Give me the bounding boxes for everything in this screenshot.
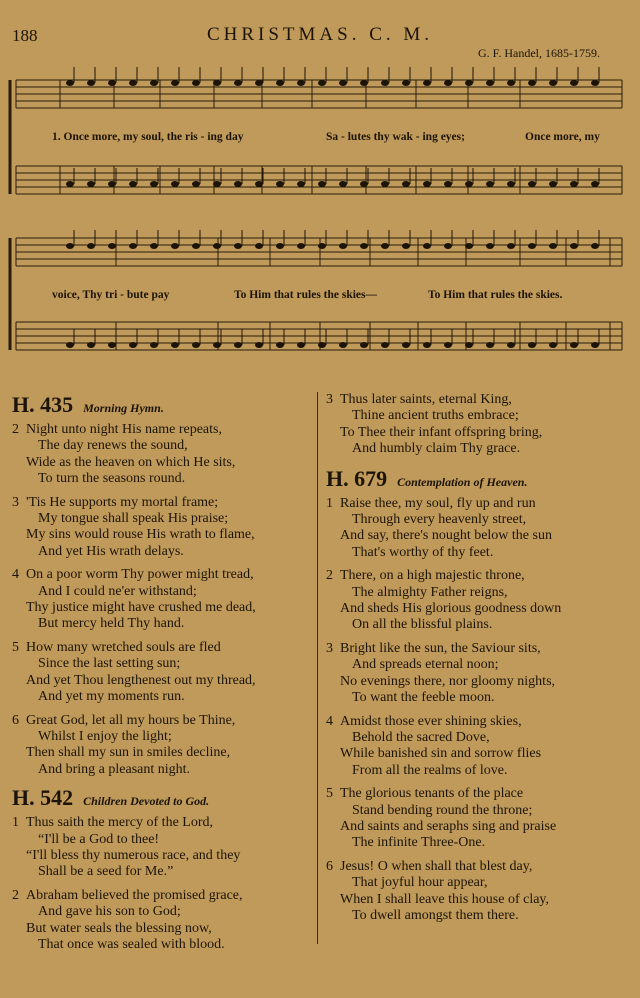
note-head [297, 243, 305, 249]
verse-number: 1 [326, 495, 333, 511]
note-head [129, 80, 137, 86]
note-head [444, 181, 452, 187]
note-head [444, 80, 452, 86]
verse-line: That's worthy of thy feet. [352, 544, 494, 560]
verse-line: Shall be a seed for Me.” [38, 864, 174, 880]
verse-line: Jesus! O when shall that blest day, [340, 858, 533, 874]
column-divider [317, 392, 318, 944]
note-head [213, 342, 221, 348]
verse-line: The day renews the sound, [38, 438, 188, 454]
note-head [528, 181, 536, 187]
verse-number: 1 [12, 815, 19, 831]
verse-line: Bright like the sun, the Saviour sits, [340, 640, 541, 656]
note-head [549, 243, 557, 249]
note-head [234, 342, 242, 348]
note-head [87, 243, 95, 249]
verse-number: 2 [326, 568, 333, 584]
verse-line: That once was sealed with blood. [38, 936, 225, 952]
note-head [360, 181, 368, 187]
verse-line: Abraham believed the promised grace, [26, 887, 243, 903]
verse [12, 567, 312, 633]
verse-number: 3 [326, 640, 333, 656]
verse [326, 496, 636, 562]
note-head [465, 243, 473, 249]
note-head [507, 342, 515, 348]
verse-line: To Thee their infant offspring bring, [340, 424, 543, 440]
note-head [108, 80, 116, 86]
note-head [549, 80, 557, 86]
left-column [12, 392, 312, 960]
verse-line: To turn the seasons round. [38, 471, 186, 487]
note-head [171, 342, 179, 348]
verse-line: And I could ne'er withstand; [38, 583, 197, 599]
verse-line: And yet my moments run. [38, 689, 185, 705]
verse-line: The almighty Father reigns, [352, 584, 508, 600]
note-head [276, 243, 284, 249]
verse-list [326, 496, 636, 925]
verse-line: No evenings there, nor gloomy nights, [340, 673, 556, 689]
verse-line: But mercy held Thy hand. [38, 616, 185, 632]
hymn-number: H. 435 [12, 392, 74, 417]
verse-number: 2 [12, 887, 19, 903]
verse-line: On a poor worm Thy power might tread, [26, 567, 254, 583]
note-head [318, 181, 326, 187]
note-head [108, 342, 116, 348]
verse-line: Thus later saints, eternal King, [340, 392, 512, 407]
note-head [570, 342, 578, 348]
verse-number: 6 [12, 712, 19, 728]
note-head [276, 342, 284, 348]
note-head [507, 181, 515, 187]
verse-line: The infinite Three-One. [352, 835, 486, 851]
note-head [87, 80, 95, 86]
verse-line: That joyful hour appear, [352, 875, 488, 891]
hymn-topic: Morning Hymn. [83, 401, 164, 415]
note-head [465, 80, 473, 86]
hymn-heading [12, 392, 312, 422]
note-head [108, 181, 116, 187]
verse-line: Through every heavenly street, [352, 512, 527, 528]
verse-line: Wide as the heaven on which He sits, [26, 454, 236, 470]
note-head [192, 80, 200, 86]
note-head [423, 80, 431, 86]
verse-line: And sheds His glorious goodness down [340, 601, 562, 617]
note-head [591, 243, 599, 249]
note-head [423, 243, 431, 249]
verse-line: 'Tis He supports my mortal frame; [26, 494, 219, 510]
note-head [255, 342, 263, 348]
lyric-line1-c: Once more, my [525, 131, 600, 143]
note-head [171, 181, 179, 187]
note-head [444, 342, 452, 348]
hymn-435 [12, 392, 312, 778]
note-head [150, 342, 158, 348]
verse-line: Then shall my sun in smiles decline, [26, 745, 231, 761]
note-head [507, 243, 515, 249]
note-head [192, 243, 200, 249]
note-head [486, 80, 494, 86]
note-head [465, 342, 473, 348]
verse-line: Night unto night His name repeats, [26, 422, 222, 437]
note-head [591, 342, 599, 348]
note-head [108, 243, 116, 249]
note-head [570, 80, 578, 86]
lyric-line2-c: To Him that rules the skies. [428, 289, 563, 301]
note-head [339, 80, 347, 86]
note-head [213, 243, 221, 249]
note-head [234, 243, 242, 249]
verse-line: My tongue shall speak His praise; [38, 511, 229, 527]
music-score [0, 60, 640, 365]
note-head [402, 243, 410, 249]
page-number: 188 [12, 26, 38, 45]
verse-number: 5 [12, 639, 19, 655]
note-head [129, 181, 137, 187]
hymn-542-continued [326, 392, 636, 458]
note-head [192, 342, 200, 348]
tune-title: CHRISTMAS. C. M. [206, 24, 434, 45]
lyric-line1-b: Sa - lutes thy wak - ing eyes; [326, 131, 465, 143]
note-head [297, 80, 305, 86]
verse-number: 4 [12, 567, 19, 583]
verse-line: And spreads eternal noon; [352, 657, 499, 673]
note-head [150, 243, 158, 249]
verse-line: And bring a pleasant night. [38, 761, 191, 777]
note-head [549, 342, 557, 348]
verse [12, 495, 312, 561]
note-head [297, 181, 305, 187]
verse-number: 6 [326, 858, 333, 874]
note-head [402, 342, 410, 348]
note-head [192, 181, 200, 187]
verse-line: From all the realms of love. [352, 762, 508, 778]
note-head [507, 80, 515, 86]
verse-line: Thus saith the mercy of the Lord, [26, 815, 214, 831]
verse-line: And yet His wrath delays. [38, 543, 184, 559]
verse-number: 4 [326, 713, 333, 729]
note-head [234, 80, 242, 86]
note-head [66, 80, 74, 86]
composer: G. F. Handel, 1685-1759. [477, 46, 600, 60]
verse-number: 2 [12, 422, 19, 437]
verse-line: But water seals the blessing now, [26, 920, 212, 936]
verse [12, 888, 312, 954]
note-head [213, 181, 221, 187]
right-column [326, 392, 636, 931]
note-head [381, 181, 389, 187]
verse-line: And humbly claim Thy grace. [352, 441, 521, 457]
note-head [381, 342, 389, 348]
verse-line: And yet Thou lengthenest out my thread, [26, 672, 256, 688]
note-head [486, 181, 494, 187]
verse [326, 786, 636, 852]
note-head [318, 80, 326, 86]
verse-line: To dwell amongst them there. [352, 907, 519, 923]
hymn-topic: Contemplation of Heaven. [397, 474, 528, 489]
verse-line: Great God, let all my hours be Thine, [26, 712, 236, 728]
verse [326, 392, 636, 458]
lyric-line1-a: 1. Once more, my soul, the ris - ing day [52, 131, 244, 143]
verse-line: Stand bending round the throne; [352, 802, 533, 818]
note-head [276, 181, 284, 187]
note-head [486, 342, 494, 348]
hymn-heading [326, 466, 636, 496]
verse [12, 815, 312, 881]
note-head [234, 181, 242, 187]
note-head [87, 181, 95, 187]
note-head [255, 181, 263, 187]
verse-line: How many wretched souls are fled [26, 639, 221, 655]
note-head [465, 181, 473, 187]
verse-list [326, 392, 636, 458]
verse [326, 568, 636, 634]
verse [326, 714, 636, 780]
verse-line: Amidst those ever shining skies, [340, 713, 522, 729]
hymn-topic: Children Devoted to God. [83, 794, 210, 809]
verse-line: Whilst I enjoy the light; [38, 728, 172, 744]
note-head [339, 342, 347, 348]
note-head [339, 181, 347, 187]
note-head [486, 243, 494, 249]
note-head [87, 342, 95, 348]
note-head [129, 342, 137, 348]
verse-list [12, 815, 312, 953]
note-head [360, 80, 368, 86]
note-head [570, 243, 578, 249]
note-head [276, 80, 284, 86]
verse-line: Thine ancient truths embrace; [352, 408, 519, 424]
note-head [150, 80, 158, 86]
verse-line: And saints and seraphs sing and praise [340, 818, 557, 834]
verse-line: And say, there's nought below the sun [340, 528, 552, 544]
verse-number: 5 [326, 786, 333, 802]
verse [12, 422, 312, 488]
verse-list [12, 422, 312, 778]
lyric-line2-a: voice, Thy tri - bute pay [52, 289, 170, 301]
hymn-number: H. 542 [12, 785, 74, 811]
note-head [297, 342, 305, 348]
note-head [150, 181, 158, 187]
verse [12, 640, 312, 706]
note-head [66, 243, 74, 249]
verse-line: To want the feeble moon. [352, 690, 495, 706]
note-head [318, 342, 326, 348]
verse [326, 859, 636, 925]
verse-line: Since the last setting sun; [38, 656, 181, 672]
note-head [423, 181, 431, 187]
note-head [528, 80, 536, 86]
note-head [423, 342, 431, 348]
note-head [591, 181, 599, 187]
verse-line: Behold the sacred Dove, [352, 729, 490, 745]
note-head [171, 243, 179, 249]
hymn-number: H. 679 [326, 465, 388, 491]
verse-number: 3 [12, 494, 19, 510]
verse-line: The glorious tenants of the place [340, 786, 524, 802]
note-head [339, 243, 347, 249]
note-head [570, 181, 578, 187]
note-head [549, 181, 557, 187]
verse-line: Thy justice might have crushed me dead, [26, 600, 256, 616]
verse-line: “I'll be a God to thee! [38, 831, 160, 847]
note-head [66, 342, 74, 348]
verse-line: On all the blissful plains. [352, 617, 493, 633]
note-head [171, 80, 179, 86]
note-head [129, 243, 137, 249]
hymn-542 [12, 785, 312, 953]
hymn-heading [12, 785, 312, 815]
hymn-679 [326, 466, 636, 925]
note-head [402, 80, 410, 86]
note-head [213, 80, 221, 86]
note-head [318, 243, 326, 249]
verse-line: My sins would rouse His wrath to flame, [26, 527, 255, 543]
note-head [360, 243, 368, 249]
verse-line: There, on a high majestic throne, [340, 568, 525, 584]
note-head [528, 342, 536, 348]
note-head [255, 80, 263, 86]
verse [326, 641, 636, 707]
verse-line: While banished sin and sorrow flies [340, 746, 542, 762]
verse [12, 713, 312, 779]
note-head [402, 181, 410, 187]
verse-line: Raise thee, my soul, fly up and run [340, 495, 536, 511]
verse-line: “I'll bless thy numerous race, and they [26, 847, 241, 863]
note-head [381, 243, 389, 249]
note-head [360, 342, 368, 348]
note-head [381, 80, 389, 86]
note-head [255, 243, 263, 249]
verse-line: When I shall leave this house of clay, [340, 891, 550, 907]
verse-number: 3 [326, 392, 333, 407]
note-head [66, 181, 74, 187]
verse-line: And gave his son to God; [38, 904, 181, 920]
note-head [528, 243, 536, 249]
lyric-line2-b: To Him that rules the skies— [234, 289, 378, 301]
note-head [591, 80, 599, 86]
note-head [444, 243, 452, 249]
